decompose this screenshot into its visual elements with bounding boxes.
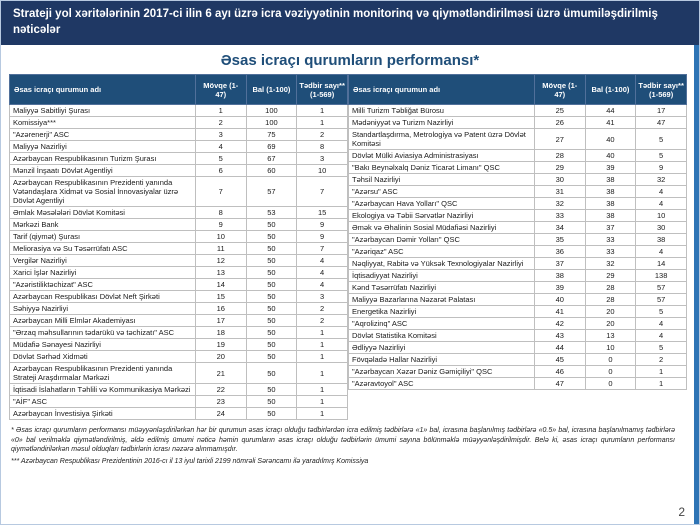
table-row bbox=[349, 318, 687, 330]
table-row bbox=[349, 282, 687, 294]
measures-cell: 4 bbox=[636, 186, 687, 198]
performance-table-left bbox=[9, 74, 348, 420]
measures-cell: 1 bbox=[297, 117, 348, 129]
position-cell: 35 bbox=[534, 234, 585, 246]
footnote-2: *** Azərbaycan Respublikası Prezidentinin 2016-cı il 13 iyul tarixli 2199 nömrəli Sərəncamı ilə yaradılmış Komissiya bbox=[11, 457, 369, 465]
measures-cell: 1 bbox=[297, 384, 348, 396]
position-cell: 27 bbox=[534, 129, 585, 150]
measures-cell: 1 bbox=[636, 366, 687, 378]
table-row bbox=[10, 105, 348, 117]
org-name-cell: Maliyyə Bazarlarına Nəzarət Palatası bbox=[349, 294, 535, 306]
section-heading: Əsas icraçı qurumların performansı* bbox=[220, 52, 480, 70]
org-name-cell: Ekologiya və Təbii Sərvətlər Nazirliyi bbox=[349, 210, 535, 222]
score-cell: 69 bbox=[246, 141, 297, 153]
org-name-cell: "Azərbaycan Hava Yolları" QSC bbox=[349, 198, 535, 210]
org-name-cell: Nəqliyyat, Rabitə və Yüksək Texnologiyalar Nazirliyi bbox=[349, 258, 535, 270]
org-name-cell: "Azəriqaz" ASC bbox=[349, 246, 535, 258]
measures-cell: 3 bbox=[297, 291, 348, 303]
org-name-cell: Mərkəzi Bank bbox=[10, 219, 196, 231]
table-row bbox=[349, 330, 687, 342]
position-cell: 12 bbox=[195, 255, 246, 267]
col-header-name: Əsas icraçı qurumun adı bbox=[349, 75, 535, 105]
footnote-1: * Əsas icraçı qurumların performansı müəyyənləşdirilərkən hər bir qurumun əsas icraçı olduğu tədbirlərdən icra edilmiş tədbirlərə «1» bal, icrasına başlanılmış tədbirlərə «0.5» bal, icrasına başlanılmamış tədbirlərə «0» bal verilməklə qiymətləndirilmiş, əldə edilmiş ümumi nəticə həmin qurumların əsas icraçı olduğu tədbirlərin ümumi sayına bölünməklə müəyyənləşdirilmişdir. Belə ki, əsas icraçı qurumların performansı qiymətləndirilərkən məsul olduqları tədbirlərin icrası nəzərə alınmamışdır. bbox=[11, 427, 675, 454]
org-name-cell: Energetika Nazirliyi bbox=[349, 306, 535, 318]
position-cell: 6 bbox=[195, 165, 246, 177]
position-cell: 44 bbox=[534, 342, 585, 354]
org-name-cell: Standartlaşdırma, Metrologiya və Patent üzrə Dövlət Komitəsi bbox=[349, 129, 535, 150]
org-name-cell: "Azərenerji" ASC bbox=[10, 129, 196, 141]
measures-cell: 7 bbox=[297, 177, 348, 207]
measures-cell: 4 bbox=[636, 318, 687, 330]
table-row bbox=[10, 408, 348, 420]
measures-cell: 1 bbox=[297, 105, 348, 117]
measures-cell: 14 bbox=[636, 258, 687, 270]
table-row bbox=[10, 117, 348, 129]
table-row bbox=[10, 327, 348, 339]
table-row bbox=[349, 222, 687, 234]
score-cell: 33 bbox=[585, 234, 636, 246]
table-row bbox=[349, 294, 687, 306]
measures-cell: 10 bbox=[297, 165, 348, 177]
table-row bbox=[349, 129, 687, 150]
measures-cell: 15 bbox=[297, 207, 348, 219]
score-cell: 50 bbox=[246, 243, 297, 255]
org-name-cell: "Azərsu" ASC bbox=[349, 186, 535, 198]
score-cell: 20 bbox=[585, 306, 636, 318]
org-name-cell: Mədəniyyət və Turizm Nazirliyi bbox=[349, 117, 535, 129]
page-number: 2 bbox=[678, 505, 685, 519]
org-name-cell: "Azəristiliktəchizat" ASC bbox=[10, 279, 196, 291]
slide-title: Strateji yol xəritələrinin 2017-ci ilin 6 ayı üzrə icra vəziyyətinin monitorinq və qiymətləndirilməsi üzrə ümumiləşdirilmiş nəticələr bbox=[13, 8, 658, 37]
table-row bbox=[10, 315, 348, 327]
measures-cell: 57 bbox=[636, 282, 687, 294]
measures-cell: 4 bbox=[297, 267, 348, 279]
measures-cell: 2 bbox=[297, 129, 348, 141]
score-cell: 75 bbox=[246, 129, 297, 141]
table-row bbox=[10, 279, 348, 291]
measures-cell: 2 bbox=[636, 354, 687, 366]
position-cell: 41 bbox=[534, 306, 585, 318]
table-row bbox=[10, 303, 348, 315]
measures-cell: 1 bbox=[297, 363, 348, 384]
slide-title-banner bbox=[1, 1, 699, 45]
position-cell: 37 bbox=[534, 258, 585, 270]
col-header-position: Mövqe (1-47) bbox=[195, 75, 246, 105]
score-cell: 50 bbox=[246, 351, 297, 363]
measures-cell: 30 bbox=[636, 222, 687, 234]
score-cell: 50 bbox=[246, 327, 297, 339]
performance-table bbox=[1, 74, 699, 420]
table-row bbox=[10, 231, 348, 243]
org-name-cell: İqtisadiyyat Nazirliyi bbox=[349, 270, 535, 282]
position-cell: 21 bbox=[195, 363, 246, 384]
position-cell: 25 bbox=[534, 105, 585, 117]
position-cell: 31 bbox=[534, 186, 585, 198]
table-row bbox=[349, 174, 687, 186]
measures-cell: 5 bbox=[636, 342, 687, 354]
position-cell: 29 bbox=[534, 162, 585, 174]
score-cell: 50 bbox=[246, 315, 297, 327]
table-row bbox=[10, 207, 348, 219]
table-row bbox=[349, 378, 687, 390]
org-name-cell: İqtisadi İslahatların Təhlili və Kommunikasiya Mərkəzi bbox=[10, 384, 196, 396]
position-cell: 8 bbox=[195, 207, 246, 219]
position-cell: 36 bbox=[534, 246, 585, 258]
org-name-cell: Kənd Təsərrüfatı Nazirliyi bbox=[349, 282, 535, 294]
score-cell: 38 bbox=[585, 174, 636, 186]
position-cell: 19 bbox=[195, 339, 246, 351]
measures-cell: 1 bbox=[297, 408, 348, 420]
position-cell: 39 bbox=[534, 282, 585, 294]
org-name-cell: Dövlət Mülki Aviasiya Administrasiyası bbox=[349, 150, 535, 162]
position-cell: 2 bbox=[195, 117, 246, 129]
score-cell: 39 bbox=[585, 162, 636, 174]
org-name-cell: Azərbaycan Respublikasının Turizm Şurası bbox=[10, 153, 196, 165]
score-cell: 38 bbox=[585, 198, 636, 210]
org-name-cell: Komissiya*** bbox=[10, 117, 196, 129]
score-cell: 100 bbox=[246, 105, 297, 117]
score-cell: 50 bbox=[246, 363, 297, 384]
table-row bbox=[349, 198, 687, 210]
org-name-cell: Azərbaycan Respublikasının Prezidenti yanında Strateji Araşdırmalar Mərkəzi bbox=[10, 363, 196, 384]
col-header-score: Bal (1-100) bbox=[585, 75, 636, 105]
position-cell: 42 bbox=[534, 318, 585, 330]
org-name-cell: Dövlət Sərhəd Xidməti bbox=[10, 351, 196, 363]
position-cell: 30 bbox=[534, 174, 585, 186]
org-name-cell: Müdafiə Sənayesi Nazirliyi bbox=[10, 339, 196, 351]
score-cell: 0 bbox=[585, 366, 636, 378]
measures-cell: 1 bbox=[297, 327, 348, 339]
table-row bbox=[10, 291, 348, 303]
measures-cell: 2 bbox=[297, 315, 348, 327]
org-name-cell: "Ərzaq məhsullarının tədarükü və təchizatı" ASC bbox=[10, 327, 196, 339]
score-cell: 44 bbox=[585, 105, 636, 117]
position-cell: 10 bbox=[195, 231, 246, 243]
table-row bbox=[10, 384, 348, 396]
org-name-cell: Azərbaycan Milli Elmlər Akademiyası bbox=[10, 315, 196, 327]
measures-cell: 8 bbox=[297, 141, 348, 153]
score-cell: 50 bbox=[246, 408, 297, 420]
header-row bbox=[10, 75, 348, 105]
org-name-cell: Təhsil Nazirliyi bbox=[349, 174, 535, 186]
measures-cell: 9 bbox=[636, 162, 687, 174]
org-name-cell: Fövqəladə Hallar Nazirliyi bbox=[349, 354, 535, 366]
measures-cell: 32 bbox=[636, 174, 687, 186]
position-cell: 23 bbox=[195, 396, 246, 408]
position-cell: 38 bbox=[534, 270, 585, 282]
position-cell: 18 bbox=[195, 327, 246, 339]
position-cell: 3 bbox=[195, 129, 246, 141]
score-cell: 38 bbox=[585, 186, 636, 198]
org-name-cell: Səhiyyə Nazirliyi bbox=[10, 303, 196, 315]
org-name-cell: Tarif (qiymət) Şurası bbox=[10, 231, 196, 243]
score-cell: 50 bbox=[246, 267, 297, 279]
table-row bbox=[10, 165, 348, 177]
position-cell: 45 bbox=[534, 354, 585, 366]
org-name-cell: Ədliyyə Nazirliyi bbox=[349, 342, 535, 354]
score-cell: 50 bbox=[246, 219, 297, 231]
table-row bbox=[349, 270, 687, 282]
score-cell: 13 bbox=[585, 330, 636, 342]
col-header-measures: Tədbir sayı** (1-569) bbox=[636, 75, 687, 105]
measures-cell: 57 bbox=[636, 294, 687, 306]
org-name-cell: Əmək və Əhalinin Sosial Müdafiəsi Nazirliyi bbox=[349, 222, 535, 234]
measures-cell: 38 bbox=[636, 234, 687, 246]
score-cell: 29 bbox=[585, 270, 636, 282]
org-name-cell: Azərbaycan İnvestisiya Şirkəti bbox=[10, 408, 196, 420]
position-cell: 5 bbox=[195, 153, 246, 165]
table-row bbox=[10, 339, 348, 351]
score-cell: 60 bbox=[246, 165, 297, 177]
org-name-cell: "AİF" ASC bbox=[10, 396, 196, 408]
org-name-cell: Meliorasiya və Su Təsərrüfatı ASC bbox=[10, 243, 196, 255]
right-accent-strip bbox=[694, 1, 699, 524]
measures-cell: 1 bbox=[297, 339, 348, 351]
table-row bbox=[349, 246, 687, 258]
table-row bbox=[349, 210, 687, 222]
table-row bbox=[349, 354, 687, 366]
col-header-measures: Tədbir sayı** (1-569) bbox=[297, 75, 348, 105]
org-name-cell: Azərbaycan Respublikası Dövlət Neft Şirkəti bbox=[10, 291, 196, 303]
score-cell: 50 bbox=[246, 255, 297, 267]
position-cell: 24 bbox=[195, 408, 246, 420]
table-row bbox=[10, 129, 348, 141]
position-cell: 9 bbox=[195, 219, 246, 231]
measures-cell: 3 bbox=[297, 153, 348, 165]
measures-cell: 138 bbox=[636, 270, 687, 282]
col-header-position: Mövqe (1-47) bbox=[534, 75, 585, 105]
score-cell: 0 bbox=[585, 378, 636, 390]
org-name-cell: "Bakı Beynəlxalq Dəniz Ticarət Limanı" QSC bbox=[349, 162, 535, 174]
score-cell: 0 bbox=[585, 354, 636, 366]
table-row bbox=[349, 306, 687, 318]
position-cell: 28 bbox=[534, 150, 585, 162]
score-cell: 67 bbox=[246, 153, 297, 165]
table-row bbox=[349, 186, 687, 198]
score-cell: 10 bbox=[585, 342, 636, 354]
org-name-cell: Əmlak Məsələləri Dövlət Komitəsi bbox=[10, 207, 196, 219]
score-cell: 40 bbox=[585, 150, 636, 162]
measures-cell: 5 bbox=[636, 150, 687, 162]
footnotes bbox=[1, 420, 699, 466]
org-name-cell: "Aqrolizinq" ASC bbox=[349, 318, 535, 330]
table-row bbox=[10, 396, 348, 408]
position-cell: 47 bbox=[534, 378, 585, 390]
measures-cell: 1 bbox=[297, 396, 348, 408]
score-cell: 57 bbox=[246, 177, 297, 207]
position-cell: 4 bbox=[195, 141, 246, 153]
table-row bbox=[10, 153, 348, 165]
score-cell: 50 bbox=[246, 279, 297, 291]
measures-cell: 4 bbox=[636, 330, 687, 342]
table-row bbox=[349, 258, 687, 270]
col-header-name: Əsas icraçı qurumun adı bbox=[10, 75, 196, 105]
position-cell: 20 bbox=[195, 351, 246, 363]
org-name-cell: "Azərbaycan Dəmir Yolları" QSC bbox=[349, 234, 535, 246]
performance-table-right bbox=[348, 74, 687, 390]
org-name-cell: Vergilər Nazirliyi bbox=[10, 255, 196, 267]
score-cell: 50 bbox=[246, 231, 297, 243]
org-name-cell: Dövlət Statistika Komitəsi bbox=[349, 330, 535, 342]
position-cell: 32 bbox=[534, 198, 585, 210]
score-cell: 50 bbox=[246, 303, 297, 315]
score-cell: 38 bbox=[585, 210, 636, 222]
table-row bbox=[349, 342, 687, 354]
measures-cell: 4 bbox=[297, 279, 348, 291]
measures-cell: 9 bbox=[297, 231, 348, 243]
position-cell: 7 bbox=[195, 177, 246, 207]
position-cell: 43 bbox=[534, 330, 585, 342]
table-row bbox=[10, 351, 348, 363]
position-cell: 16 bbox=[195, 303, 246, 315]
org-name-cell: Milli Turizm Təbliğat Bürosu bbox=[349, 105, 535, 117]
score-cell: 37 bbox=[585, 222, 636, 234]
header-row bbox=[349, 75, 687, 105]
table-row bbox=[10, 177, 348, 207]
measures-cell: 10 bbox=[636, 210, 687, 222]
measures-cell: 7 bbox=[297, 243, 348, 255]
measures-cell: 4 bbox=[297, 255, 348, 267]
measures-cell: 2 bbox=[297, 303, 348, 315]
position-cell: 15 bbox=[195, 291, 246, 303]
org-name-cell: Maliyyə Nazirliyi bbox=[10, 141, 196, 153]
score-cell: 28 bbox=[585, 294, 636, 306]
measures-cell: 5 bbox=[636, 129, 687, 150]
table-row bbox=[10, 267, 348, 279]
org-name-cell: Xarici İşlər Nazirliyi bbox=[10, 267, 196, 279]
table-row bbox=[349, 366, 687, 378]
position-cell: 26 bbox=[534, 117, 585, 129]
score-cell: 50 bbox=[246, 339, 297, 351]
measures-cell: 47 bbox=[636, 117, 687, 129]
position-cell: 17 bbox=[195, 315, 246, 327]
score-cell: 53 bbox=[246, 207, 297, 219]
org-name-cell: "Azərbaycan Xəzər Dəniz Gəmiçiliyi" QSC bbox=[349, 366, 535, 378]
table-row bbox=[10, 219, 348, 231]
measures-cell: 4 bbox=[636, 246, 687, 258]
score-cell: 50 bbox=[246, 291, 297, 303]
score-cell: 41 bbox=[585, 117, 636, 129]
position-cell: 46 bbox=[534, 366, 585, 378]
measures-cell: 17 bbox=[636, 105, 687, 117]
table-row bbox=[349, 150, 687, 162]
score-cell: 100 bbox=[246, 117, 297, 129]
measures-cell: 9 bbox=[297, 219, 348, 231]
measures-cell: 1 bbox=[636, 378, 687, 390]
col-header-score: Bal (1-100) bbox=[246, 75, 297, 105]
table-row bbox=[349, 105, 687, 117]
score-cell: 50 bbox=[246, 396, 297, 408]
table-row bbox=[10, 141, 348, 153]
score-cell: 40 bbox=[585, 129, 636, 150]
position-cell: 22 bbox=[195, 384, 246, 396]
score-cell: 28 bbox=[585, 282, 636, 294]
position-cell: 14 bbox=[195, 279, 246, 291]
table-row bbox=[349, 234, 687, 246]
measures-cell: 1 bbox=[297, 351, 348, 363]
score-cell: 20 bbox=[585, 318, 636, 330]
position-cell: 11 bbox=[195, 243, 246, 255]
position-cell: 34 bbox=[534, 222, 585, 234]
position-cell: 13 bbox=[195, 267, 246, 279]
position-cell: 1 bbox=[195, 105, 246, 117]
table-row bbox=[10, 243, 348, 255]
org-name-cell: Mənzil İnşaatı Dövlət Agentliyi bbox=[10, 165, 196, 177]
table-row bbox=[349, 162, 687, 174]
score-cell: 50 bbox=[246, 384, 297, 396]
position-cell: 33 bbox=[534, 210, 585, 222]
org-name-cell: Azərbaycan Respublikasının Prezidenti yanında Vətəndaşlara Xidmət və Sosial İnnovasiyalar üzrə Dövlət Agentliyi bbox=[10, 177, 196, 207]
measures-cell: 4 bbox=[636, 198, 687, 210]
score-cell: 33 bbox=[585, 246, 636, 258]
table-row bbox=[349, 117, 687, 129]
measures-cell: 5 bbox=[636, 306, 687, 318]
org-name-cell: "Azəravtoyol" ASC bbox=[349, 378, 535, 390]
org-name-cell: Maliyyə Sabitliyi Şurası bbox=[10, 105, 196, 117]
position-cell: 40 bbox=[534, 294, 585, 306]
table-row bbox=[10, 255, 348, 267]
table-row bbox=[10, 363, 348, 384]
score-cell: 32 bbox=[585, 258, 636, 270]
